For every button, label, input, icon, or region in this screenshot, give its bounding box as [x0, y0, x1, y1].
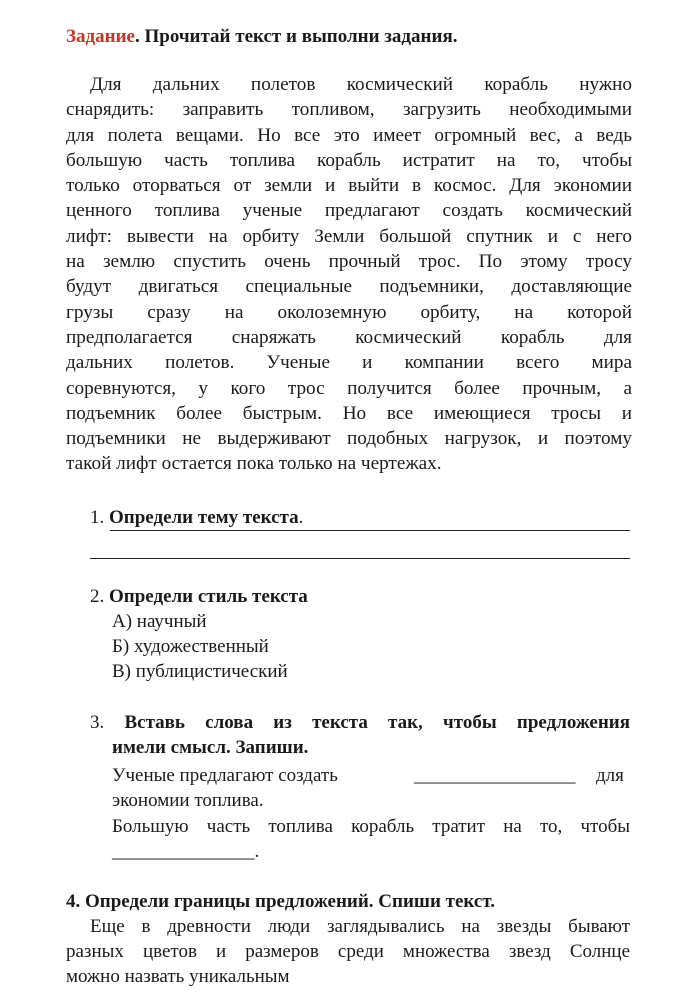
question-number: 2. — [90, 586, 105, 607]
question-label-cont: имели смысл. Запиши. — [112, 737, 309, 758]
question-number: 3. — [90, 712, 105, 733]
answer-line[interactable] — [90, 558, 630, 559]
q4-text-line: разных цветов и размеров среди множества звезд Солнце — [66, 941, 630, 962]
task-instruction: . Прочитай текст и выполни задания. — [134, 26, 458, 47]
option-c[interactable]: В) публицистический — [112, 661, 288, 682]
sentence-1-start: Ученые предлагают создать — [112, 765, 338, 786]
text-line: будут двигаться специальные подъемники, доставляющие — [66, 276, 632, 298]
q4-text-line: Еще в древности люди заглядывались на звезды бывают — [90, 916, 630, 937]
text-line: на землю спустить очень прочный трос. По этому тросу — [66, 251, 632, 273]
text-line: дальних полетов. Ученые и компании всего мира — [66, 352, 632, 374]
text-line: лифт: вывести на орбиту Земли большой спутник и с него — [66, 225, 632, 247]
text-line: ценного топлива ученые предлагают создать космический — [66, 200, 632, 222]
answer-line[interactable] — [110, 530, 630, 531]
sentence-1-cont: экономии топлива. — [112, 790, 264, 811]
text-line: такой лифт остается пока только на чертежах. — [66, 453, 442, 475]
text-line: только оторваться от земли и выйти в космос. Для экономии — [66, 175, 632, 197]
text-line: снарядить: заправить топливом, загрузить необходимыми — [66, 99, 632, 121]
question-3 — [90, 711, 630, 735]
question-label: Определи тему текста — [109, 507, 299, 528]
question-4-label: 4. Определи границы предложений. Спиши текст. — [66, 891, 495, 912]
text-line: подъемник более быстрым. Но все имеющиеся тросы и — [66, 402, 632, 424]
question-1 — [90, 506, 303, 530]
sentence-2-blank[interactable]: _______________. — [112, 841, 260, 862]
text-line: предполагается снаряжать космический корабль для — [66, 326, 632, 348]
question-number: 1. — [90, 507, 105, 528]
question-label: Вставь слова из текста так, чтобы предложения — [124, 712, 631, 733]
sentence-1-blank[interactable]: _________________ — [414, 765, 576, 786]
option-b[interactable]: Б) художественный — [112, 636, 269, 657]
task-heading — [66, 26, 457, 48]
option-a[interactable]: А) научный — [112, 611, 207, 632]
text-line: Для дальних полетов космический корабль нужно — [90, 74, 632, 95]
question-2 — [90, 585, 308, 609]
question-label: Определи стиль текста — [109, 586, 308, 607]
question-tail: . — [298, 507, 304, 528]
text-line: большую часть топлива корабль истратит на то, чтобы — [66, 149, 632, 171]
reading-text — [66, 72, 632, 477]
text-line: соревнуются, у кого трос получится более прочным, а — [66, 377, 632, 399]
task-label: Задание — [66, 26, 135, 47]
text-line: грузы сразу на околоземную орбиту, на которой — [66, 301, 632, 323]
text-line: подъемники не выдерживают подобных нагрузок, и поэтому — [66, 428, 632, 450]
q4-text-line: можно назвать уникальным — [66, 966, 290, 987]
sentence-1-end: для — [596, 765, 624, 786]
sentence-2: Большую часть топлива корабль тратит на то, чтобы — [112, 816, 630, 837]
text-line: для полета вещами. Но все это имеет огромный вес, а ведь — [66, 124, 632, 146]
